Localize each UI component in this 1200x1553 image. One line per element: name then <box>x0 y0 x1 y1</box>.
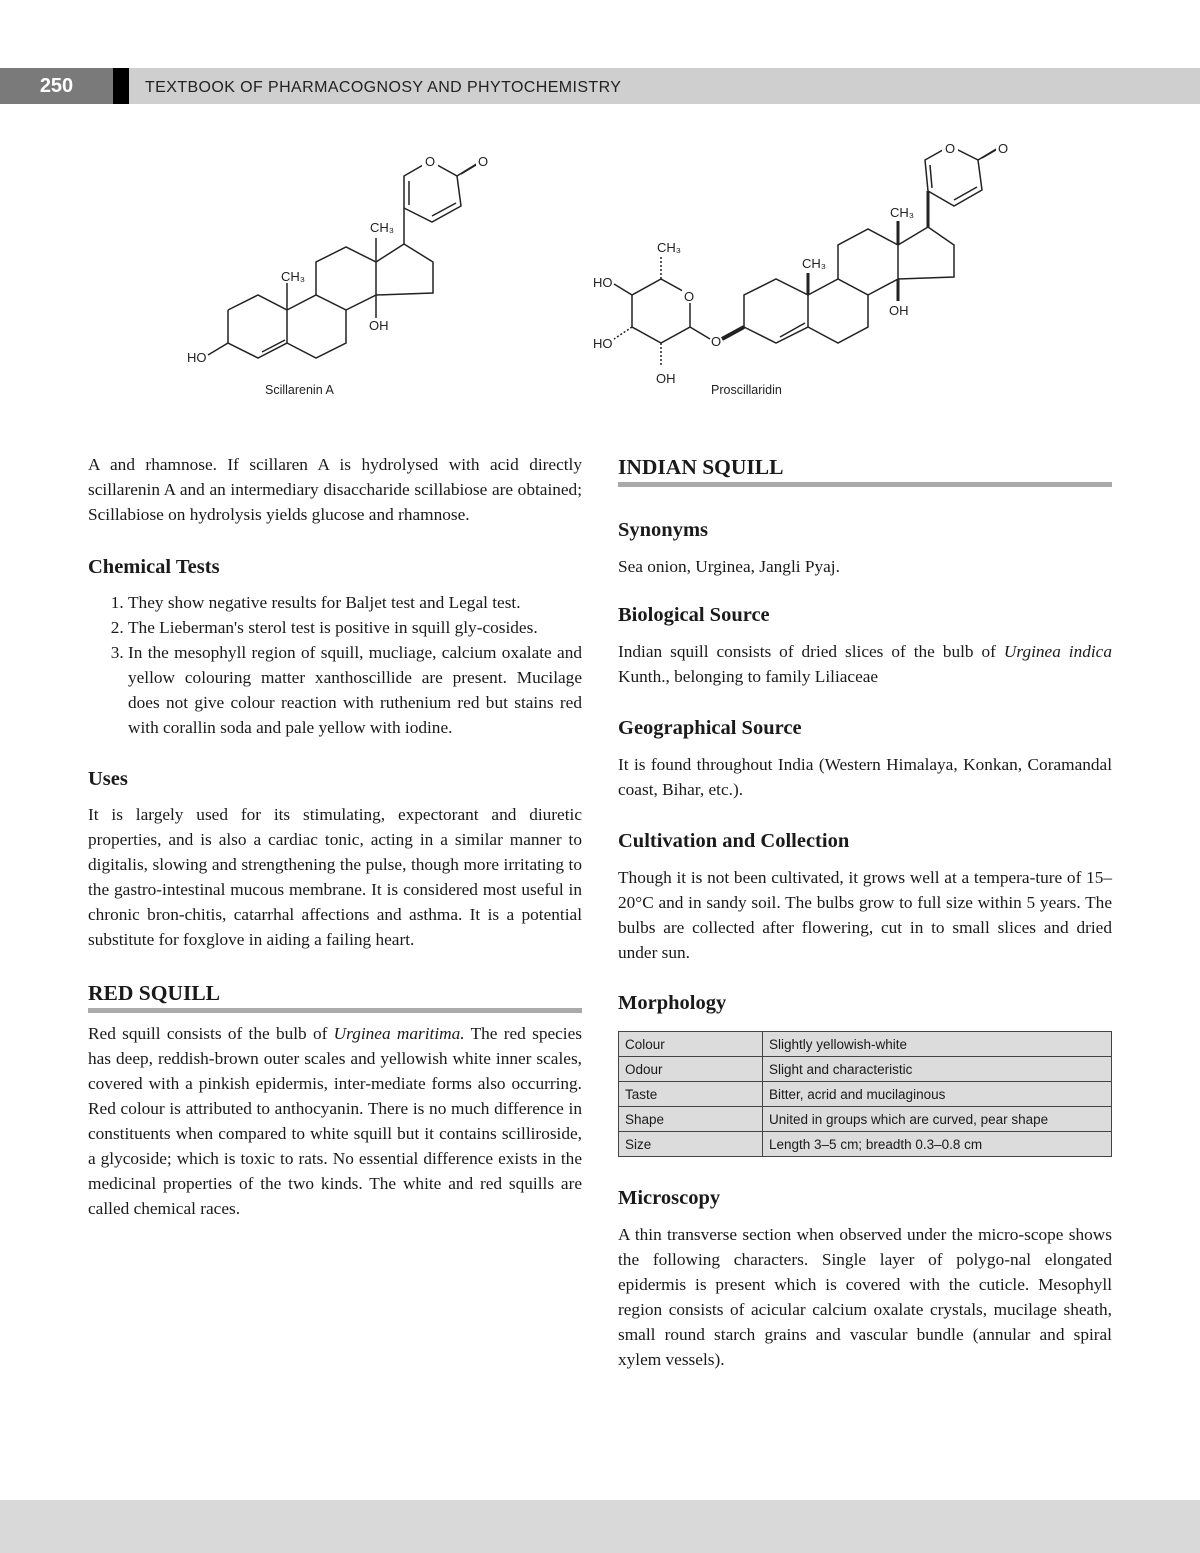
table-cell-key: Odour <box>619 1057 763 1082</box>
o-ring-label: O <box>425 154 436 169</box>
text-run: Indian squill consists of dried slices of the bulb of <box>618 642 1004 661</box>
biological-source-heading: Biological Source <box>618 604 770 626</box>
cultivation-paragraph: Though it is not been cultivated, it grows well at a tempera-ture of 15–20°C and in sandy soil. The bulbs grow to full size within 5 years. The bulbs are collected after flowering, cut in to small slices and dried under sun. <box>618 868 1112 962</box>
methyl-label: CH₃ <box>802 256 827 271</box>
o-ring-label: O <box>945 141 956 156</box>
cultivation-heading: Cultivation and Collection <box>618 830 850 852</box>
uses-heading: Uses <box>88 768 128 790</box>
o-sugar-label: O <box>684 289 695 304</box>
hydroxyl-label: HO <box>187 350 207 365</box>
table-cell-value: United in groups which are curved, pear shape <box>763 1107 1112 1132</box>
hydroxyl-label: OH <box>889 303 909 318</box>
indian-squill-heading: INDIAN SQUILL <box>618 452 1112 487</box>
right-column <box>618 452 1112 1372</box>
table-cell-value: Length 3–5 cm; breadth 0.3–0.8 cm <box>763 1132 1112 1157</box>
text-run: The red species has deep, reddish-brown outer scales and yellowish white inner scales, covered with a pinkish epidermis, inter-mediate forms also occurring. Red colour is attributed to anthocyanin. There is no much difference in constituents when compared to white squill but it contains scilliroside, a glycoside; which is toxic to rats. No essential difference exists in the medicinal properties of the two kinds. The white and red squills are called chemical races. <box>88 1024 583 1218</box>
header-divider <box>113 68 129 104</box>
microscopy-heading: Microscopy <box>618 1187 721 1209</box>
list-item: 2. The Lieberman's sterol test is positive in squill gly-cosides. <box>128 615 582 640</box>
text-run: Red squill consists of the bulb of <box>88 1024 334 1043</box>
table-cell-value: Slight and characteristic <box>763 1057 1112 1082</box>
methyl-label: CH₃ <box>657 240 682 255</box>
chemical-tests-list <box>88 590 582 740</box>
microscopy-paragraph: A thin transverse section when observed under the micro-scope shows the following characters. Single layer of polygo-nal elongated epidermis is present which is covered with the cuticle. Mesophyll region consists of acicular calcium oxalate crystals, mucilage sheath, small round starch grains and vascular bundle (annular and spiral xylem vessels). <box>618 1225 1112 1369</box>
table-row <box>619 1032 1112 1057</box>
red-squill-paragraph <box>88 1021 582 1221</box>
table-cell-value: Bitter, acrid and mucilaginous <box>763 1082 1112 1107</box>
hydroxyl-label: OH <box>656 371 676 385</box>
o-keto-label: O <box>998 141 1009 156</box>
red-squill-heading: RED SQUILL <box>88 978 582 1013</box>
list-item: 1. They show negative results for Baljet test and Legal test. <box>128 590 582 615</box>
list-item: 3. In the mesophyll region of squill, mucliage, calcium oxalate and yellow colouring matter xanthoscillide are present. Mucilage does not give colour reaction with ruthenium red but stains red with corallin soda and pale yellow with iodine. <box>128 640 582 740</box>
figure-caption-scillarenin: Scillarenin A <box>265 383 334 397</box>
o-link-label: O <box>711 334 722 349</box>
table-row <box>619 1082 1112 1107</box>
table-row <box>619 1057 1112 1082</box>
text-run: Kunth., belonging to family Liliaceae <box>618 667 879 686</box>
synonyms-heading: Synonyms <box>618 519 709 541</box>
running-header-title: TEXTBOOK OF PHARMACOGNOSY AND PHYTOCHEMISTRY <box>145 79 622 96</box>
geographical-source-paragraph: It is found throughout India (Western Himalaya, Konkan, Coramandal coast, Bihar, etc.). <box>618 755 1112 799</box>
hydroxyl-label: HO <box>593 275 613 290</box>
table-cell-key: Taste <box>619 1082 763 1107</box>
left-column <box>88 452 582 1221</box>
chemical-tests-heading: Chemical Tests <box>88 556 220 578</box>
hydroxyl-label: OH <box>369 318 389 333</box>
scillarenin-a-structure <box>170 135 510 375</box>
table-cell-key: Colour <box>619 1032 763 1057</box>
morphology-table <box>618 1031 1112 1157</box>
methyl-label: CH₃ <box>370 220 395 235</box>
intro-paragraph: A and rhamnose. If scillaren A is hydrolysed with acid directly scillarenin A and an intermediary disaccharide scillabiose are obtained; Scillabiose on hydrolysis yields glucose and rhamnose. <box>88 455 582 524</box>
o-keto-label: O <box>478 154 489 169</box>
synonyms-paragraph: Sea onion, Urginea, Jangli Pyaj. <box>618 557 840 576</box>
table-cell-key: Size <box>619 1132 763 1157</box>
uses-paragraph: It is largely used for its stimulating, expectorant and diuretic properties, and is also a cardiac tonic, acting in a similar manner to digitalis, slowing and strengthening the pulse, though more irritating to the gastro-intestinal mucous membrane. It is considered most useful in chronic bron-chitis, catarrhal affections and asthma. It is a potential substitute for foxglove in aiding a failing heart. <box>88 805 582 949</box>
footer-bar <box>0 1500 1200 1553</box>
proscillaridin-structure <box>590 135 1030 385</box>
figure-caption-proscillaridin: Proscillaridin <box>711 383 782 397</box>
methyl-label: CH₃ <box>890 205 915 220</box>
biological-source-paragraph <box>618 639 1112 689</box>
page-number: 250 <box>0 68 113 104</box>
table-cell-value: Slightly yellowish-white <box>763 1032 1112 1057</box>
table-cell-key: Shape <box>619 1107 763 1132</box>
species-name: Urginea indica <box>1003 642 1112 661</box>
morphology-heading: Morphology <box>618 992 727 1014</box>
geographical-source-heading: Geographical Source <box>618 717 802 739</box>
methyl-label: CH₃ <box>281 269 306 284</box>
species-name: Urginea maritima. <box>333 1024 465 1043</box>
table-row <box>619 1132 1112 1157</box>
hydroxyl-label: HO <box>593 336 613 351</box>
table-row <box>619 1107 1112 1132</box>
